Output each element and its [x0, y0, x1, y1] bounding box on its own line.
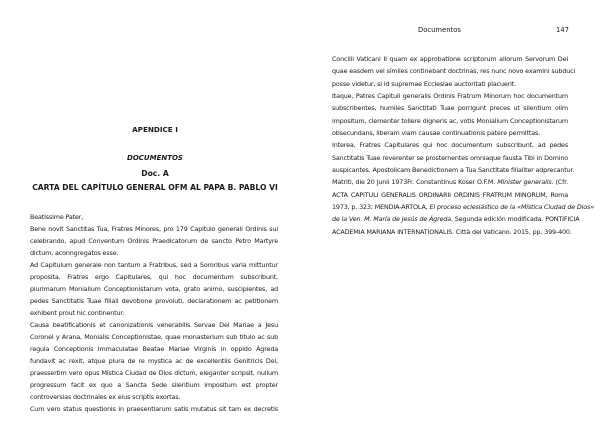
text-line: [332, 90, 568, 102]
text-span: progressum facit ex quo a Sancta Sede silentium impositum est propter: [30, 381, 278, 389]
text-span: proposita. Fratres ergo Capitulares, qui hoc documentum subscribunt,: [30, 273, 278, 281]
text-line: [332, 189, 568, 201]
text-line: [332, 139, 568, 151]
text-line: [30, 283, 278, 295]
text-line: [30, 259, 278, 271]
text-span: fundavit ac rexit, atque plura de re mystica ac de excellentiis Genitricis Dei,: [30, 357, 278, 365]
text-line: [30, 319, 278, 331]
text-line: [332, 53, 568, 65]
doc-label: Doc. A: [141, 169, 169, 178]
text-span: Interea, Fratres Capitulares qui hoc documentum subscribunt, ad pedes: [332, 141, 568, 150]
text-span: Causa beatificationis et canonizationis venerabilis Servae Dei Mariae a Jesu: [30, 321, 278, 329]
text-line: [30, 391, 278, 403]
letter-body-continued: [332, 53, 595, 238]
text-span: auspicantes. Apostolicam Benedictionem a Tua Sanctitate filialiter adprecantur.: [332, 166, 575, 175]
section-title: DOCUMENTOS: [127, 154, 183, 162]
text-line: [30, 403, 278, 415]
text-span: Cum vero status questionis in praesentiarum satis mutatus sit tam ex decretis: [30, 405, 278, 413]
text-span: 1973, p. 323; MENDIA-ARTOLA,: [332, 203, 430, 212]
text-span: Sanctitatis Tuae reverenter se prosternentes omniaque fausta Tibi in Domino: [332, 153, 568, 162]
text-line: [30, 223, 278, 235]
text-span: posse videtur, si id supremae Ecclesiae auctoritati placuerit.: [332, 79, 517, 88]
text-span: pedes Sanctitatis Tuae filiali devotione provoluti, declarationem ac petitionem: [30, 297, 278, 305]
text-span: controversias doctrinales ex eius scriptis exortas.: [30, 393, 181, 401]
text-line: [332, 226, 572, 238]
text-line: [30, 307, 278, 319]
text-line: [30, 355, 278, 367]
text-span: ACTA CAPITULI GENERALIS ORDINARII ORDINIS FRATRUM MINORUM, Roma: [332, 190, 568, 199]
text-line: [332, 152, 568, 164]
text-line: [332, 78, 568, 90]
text-line: [30, 235, 278, 247]
text-line: [332, 213, 580, 225]
text-span: Matriti, die 20 Junii 1973Fr. Constantinus Koser O.F.M.: [332, 178, 498, 187]
text-line: [332, 164, 575, 176]
text-line: [332, 176, 568, 188]
text-span: Ad Capitulum generale non tantum a Fratribus, sed a Sororibus varia mittuntur: [30, 261, 278, 269]
text-span: impositum, clementer tollere digneris ac, votis Monialium Conceptionistarum: [332, 116, 568, 125]
text-span: Coronel y Arana, Monialis Conceptionistae, quae monasterium sub titulo ac sub: [30, 333, 278, 341]
text-line: [332, 102, 568, 114]
text-span: Concilii Vaticani II quam ex approbatione scriptorum aliorum Servorum Dei: [332, 55, 568, 63]
doc-title: CARTA DEL CAPÍTULO GENERAL OFM AL PAPA B. PABLO VI: [32, 183, 278, 192]
italic-text: de la Ven. M. María de Jesús de Ágreda: [332, 215, 451, 224]
text-span: dictum, aconngregatos esse.: [30, 249, 119, 257]
page-number: 147: [556, 26, 569, 34]
text-line: [30, 367, 278, 379]
right-page: [300, 0, 600, 423]
appendix-title: APENDICE I: [132, 125, 178, 134]
text-line: [30, 271, 278, 283]
italic-text: Minister generalis.: [497, 178, 554, 187]
text-span: quae easdem vel símiles continebant doctrinas, res nunc novo examini subduci: [332, 67, 576, 76]
text-span: Itaque, Patres Capituli generalis Ordinis Fratrum Minorum hoc documentum: [332, 92, 568, 101]
text-line: [332, 65, 576, 77]
text-line: [30, 211, 278, 223]
text-span: Beatissime Pater,: [30, 213, 84, 221]
text-line: [30, 331, 278, 343]
text-span: praessertim vero opus Mística Ciudad de Dios dictum, eleganter scripsit, nullum: [30, 369, 278, 377]
text-span: exhibent prout hic continentur:: [30, 309, 125, 317]
text-span: regula Conceptionis Immaculatae Beatae Mariae Virginis in oppido Ágreda: [30, 345, 278, 353]
text-span: ACADEMIA MARIANA INTERNATIONALIS. Città del Vaticano. 2015, pp. 399-400.: [332, 227, 572, 236]
text-span: celebrando, apud Conventum Ordinis Praedicatorum de sancto Petro Martyre: [30, 237, 278, 245]
italic-text: El proceso eclesiástico de la «Mística Ciudad de Dios»: [429, 203, 595, 212]
text-span: Bene novit Sanctitas Tua, Fratres Minores, pro 179 Capitulo generali Ordinis sui: [30, 225, 278, 233]
text-line: [332, 115, 568, 127]
running-head: Documentos: [418, 26, 461, 34]
text-line: [30, 343, 278, 355]
text-span: (Cfr.: [553, 178, 568, 187]
text-line: [30, 295, 278, 307]
letter-body: [30, 211, 278, 415]
text-line: [332, 127, 568, 139]
text-span: plurimarum Monialium Conceptionistarum vota, grato animo, suscipientes, ad: [30, 285, 278, 293]
text-span: . Segunda edición modificada. PONTIFICIA: [451, 215, 580, 224]
text-line: [30, 247, 278, 259]
text-line: [30, 379, 278, 391]
text-line: [332, 201, 595, 213]
text-span: obsecundans, liberam viam causae continuationis patere permittas.: [332, 129, 541, 138]
text-span: subscribentes, humiles Sanctitati Tuae porrigunt preces ut silentium olim: [332, 104, 568, 113]
